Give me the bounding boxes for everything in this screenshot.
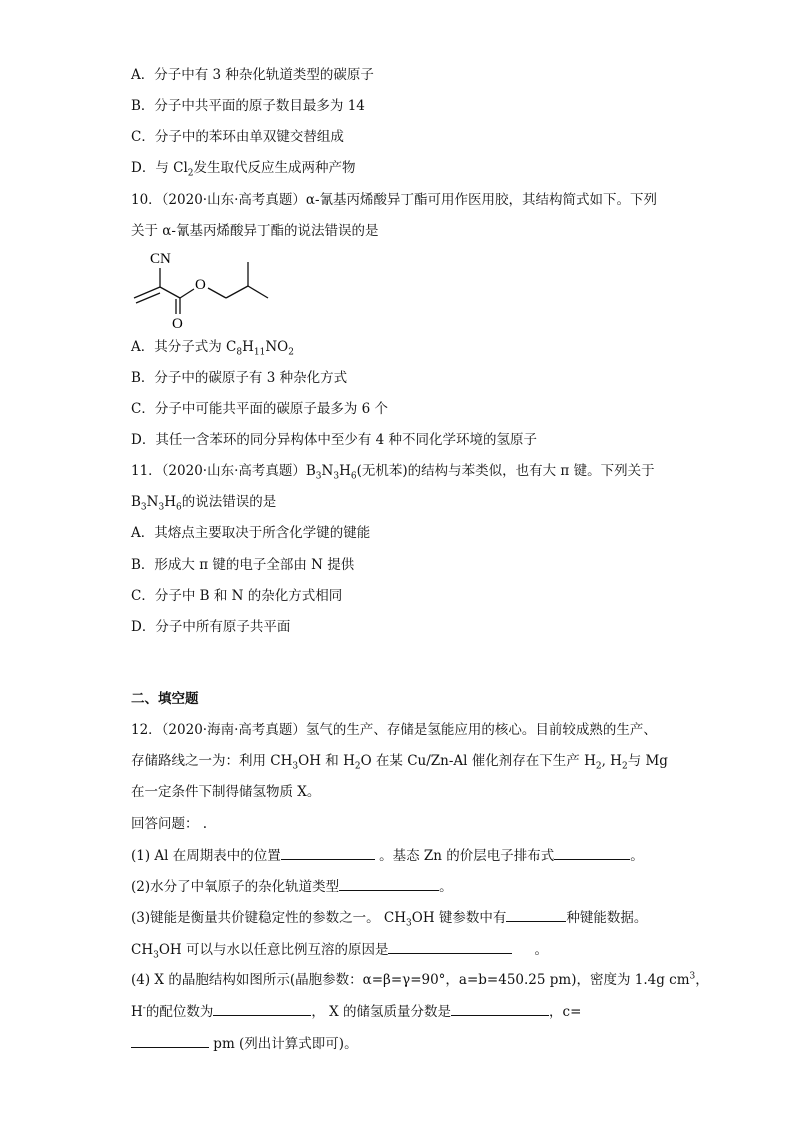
o-carbonyl-label: O: [172, 316, 183, 332]
q10-option-b: B．分子中的碳原子有 3 种杂化方式: [131, 370, 348, 386]
blank-solubility-reason[interactable]: [388, 940, 512, 954]
q11-option-a: A．其熔点主要取决于所含化学键的键能: [131, 525, 371, 541]
q12-answer-prompt: 回答问题： .: [131, 816, 208, 832]
q9-option-d: D．与 $Cl_2$发生取代反应生成两种产物: [131, 160, 356, 179]
q12-part4-line1: (4) X 的晶胞结构如图所示(晶胞参数：α=β=γ=90°，a=b=450.25 pm)，密度为 1.4g $cm^3$，: [131, 971, 709, 988]
q11-option-b: B．形成大 π 键的电子全部由 N 提供: [131, 557, 355, 573]
q11-option-c: C．分子中 B 和 N 的杂化方式相同: [131, 588, 343, 604]
q12-part4-line3: pm (列出计算式即可)。: [131, 1034, 358, 1053]
q12-part3-line2: $CH_3OH$ 可以与水以任意比例互溶的原因是 。: [131, 942, 548, 961]
q11-stem-line2: $B_3N_3H_6$的说法错误的是: [131, 494, 277, 513]
blank-al-position[interactable]: [281, 846, 375, 860]
q10-option-a: A．其分子式为 $C_8H_{11}NO_2$: [131, 339, 294, 358]
q12-stem-line3: 在一定条件下制得储氢物质 X。: [131, 784, 321, 800]
q9-option-b: B．分子中共平面的原子数目最多为 14: [131, 98, 365, 114]
bond-o-ch2: [208, 288, 226, 298]
q10-option-c: C．分子中可能共平面的碳原子最多为 6 个: [131, 401, 389, 417]
q12-stem-line2: 存储路线之一为：利用 $CH_3OH$ 和 $H_2O$ 在某 Cu/Zn-Al 催化剂存在下生产 $H_2$, $H_2$与 Mg: [131, 753, 668, 772]
q10-stem-line2: 关于 α-氰基丙烯酸异丁酯的说法错误的是: [131, 223, 379, 239]
bond-ch2-c: [134, 287, 160, 298]
q10-stem-line1: 10．（2020·山东·高考真题）α-氰基丙烯酸异丁酯可用作医用胶，其结构简式如下。下列: [131, 192, 658, 208]
o-ester-label: O: [195, 277, 206, 293]
blank-hydrogen-mass-fraction[interactable]: [451, 1002, 549, 1016]
q12-part2: (2)水分了中氧原子的杂化轨道类型 。: [131, 879, 453, 895]
q12-part1: (1) Al 在周期表中的位置 。基态 Zn 的价层电子排布式 。: [131, 848, 644, 864]
blank-zn-config[interactable]: [554, 846, 630, 860]
blank-bond-energy-count[interactable]: [506, 908, 566, 922]
blank-coordination-number[interactable]: [213, 1002, 311, 1016]
bond-ch2-c-double: [136, 293, 160, 303]
q10-structure-diagram: [128, 244, 308, 334]
blank-c-parameter[interactable]: [131, 1034, 209, 1048]
q12-part3-line1: (3)键能是衡量共价键稳定性的参数之一。 $CH_3OH$ 键参数中有 种键能数据。: [131, 910, 648, 929]
q10-option-d: D．其任一含苯环的同分异构体中至少有 4 种不同化学环境的氢原子: [131, 432, 537, 448]
q9-option-a: A．分子中有 3 种杂化轨道类型的碳原子: [131, 67, 374, 83]
q12-stem-line1: 12．（2020·海南·高考真题）氢气的生产、存储是氢能应用的核心。目前较成熟的生产、: [131, 722, 657, 738]
blank-hybridization[interactable]: [339, 877, 439, 891]
q9-option-c: C．分子中的苯环由单双键交替组成: [131, 129, 344, 145]
bond-c-carbonyl: [160, 287, 180, 298]
q11-stem-line1: 11．（2020·山东·高考真题）$B_3N_3H_6$(无机苯)的结构与苯类似，也有大 π 键。下列关于: [131, 463, 655, 482]
cn-label: CN: [150, 251, 171, 267]
bond-ch2-ch: [226, 286, 248, 298]
bond-ch-ch3-right: [248, 286, 268, 298]
section-title: 二、填空题: [131, 691, 199, 707]
q12-part4-line2: H-的配位数为 ， X 的储氢质量分数是 ，c=: [131, 1003, 582, 1020]
q11-option-d: D．分子中所有原子共平面: [131, 619, 291, 635]
bond-c-o-ester: [180, 289, 194, 298]
